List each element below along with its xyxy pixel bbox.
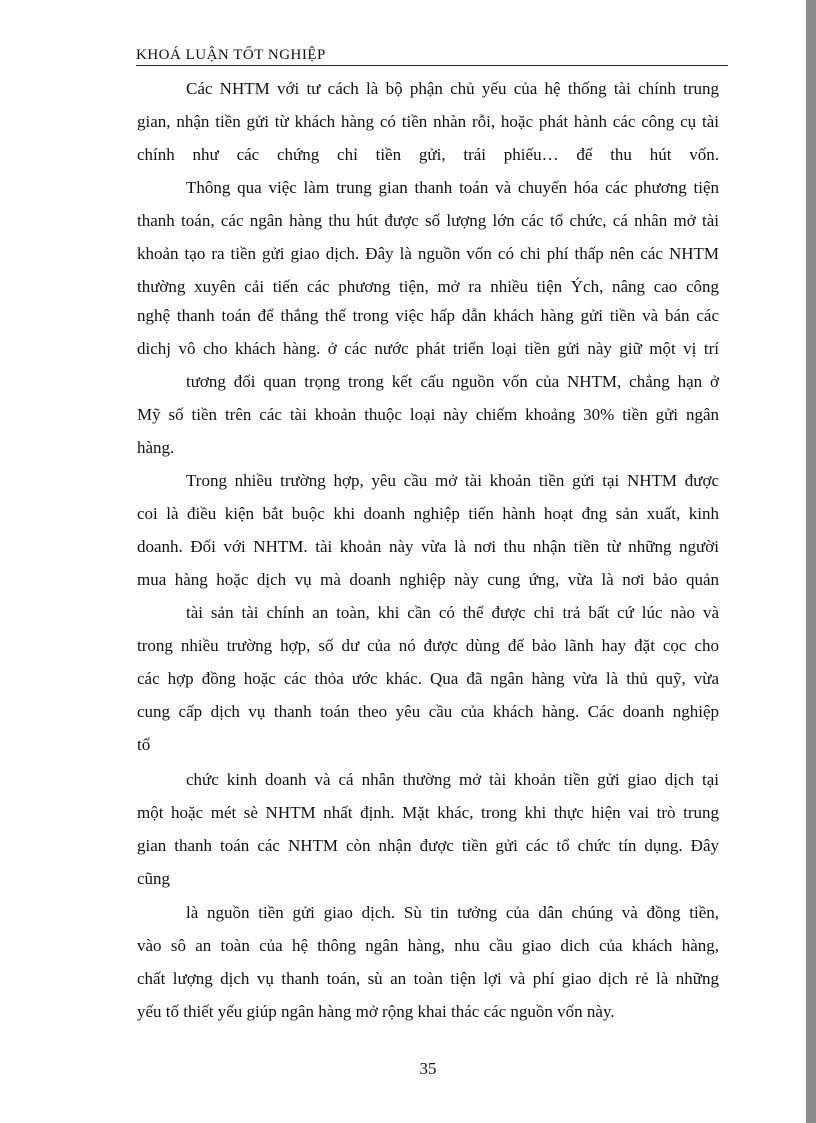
text-line: doanh. Đối với NHTM. tài khoản này vừa là nơi thu nhận tiền từ những người bbox=[137, 537, 719, 556]
text-line: chất lượng dịch vụ thanh toán, sù an toàn tiện lợi và phí giao dịch rẻ là những bbox=[137, 969, 719, 988]
text-line: yếu tố thiết yếu giúp ngân hàng mở rộng khai thác các nguồn vốn này. bbox=[137, 1002, 615, 1021]
text-line: tổ bbox=[137, 735, 151, 754]
text-line: Thông qua việc làm trung gian thanh toán và chuyển hóa các phương tiện bbox=[186, 178, 719, 197]
text-line: Mỹ số tiền trên các tài khoản thuộc loại này chiếm khoảng 30% tiền gửi ngân bbox=[137, 405, 719, 424]
text-line: gian, nhận tiền gửi từ khách hàng có tiền nhàn rỗi, hoặc phát hành các công cụ tài bbox=[137, 112, 719, 131]
text-line: các hợp đồng hoặc các thỏa ước khác. Qua đã ngân hàng vừa là thủ quỹ, vừa bbox=[137, 669, 719, 688]
text-line: cung cấp dịch vụ thanh toán theo yêu cầu của khách hàng. Các doanh nghiệp bbox=[137, 702, 719, 721]
text-line: thường xuyên cải tiến các phương tiện, mở ra nhiều tiện Ých, nâng cao công bbox=[137, 277, 719, 296]
text-line: chức kinh doanh và cá nhân thường mở tài khoản tiền gửi giao dịch tại bbox=[186, 770, 719, 789]
page-number: 35 bbox=[419, 1059, 437, 1078]
text-line: Trong nhiều trường hợp, yêu cầu mở tài khoản tiền gửi tại NHTM được bbox=[186, 471, 719, 490]
text-line: cũng bbox=[137, 869, 171, 888]
text-line: thanh toán, các ngân hàng thu hút được số lượng lớn các tổ chức, cá nhân mở tài bbox=[137, 211, 719, 230]
text-line: coi là điều kiện bắt buộc khi doanh nghiệp tiến hành hoạt đng sản xuất, kinh bbox=[137, 504, 719, 523]
text-line: chính như các chứng chỉ tiền gửi, trái phiếu… để thu hút vốn. bbox=[137, 145, 719, 164]
text-line: nghệ thanh toán để thắng thế trong việc hấp dẫn khách hàng gửi tiền và bán các bbox=[137, 306, 719, 325]
text-line: dichj vô cho khách hàng. ở các nước phát triển loại tiền gửi này giữ một vị trí bbox=[137, 339, 719, 358]
text-line: trong nhiều trường hợp, số dư của nó được dùng để bảo lãnh hay đặt cọc cho bbox=[137, 636, 719, 655]
page-edge-shadow bbox=[806, 0, 816, 1123]
text-line: gian thanh toán các NHTM còn nhận được tiền gửi các tổ chức tín dụng. Đây bbox=[137, 836, 719, 855]
running-header: KHOÁ LUẬN TỐT NGHIỆP bbox=[136, 46, 728, 66]
text-line: Các NHTM với tư cách là bộ phận chủ yếu của hệ thống tài chính trung bbox=[186, 79, 719, 98]
text-line: tài sản tài chính an toàn, khi cần có thể được chi trả bất cứ lúc nào và bbox=[186, 603, 719, 622]
text-line: một hoặc mét sè NHTM nhất định. Mặt khác, trong khi thực hiện vai trò trung bbox=[137, 803, 719, 822]
text-line: khoản tạo ra tiền gửi giao dịch. Đây là nguồn vốn có chi phí thấp nên các NHTM bbox=[137, 244, 719, 263]
text-line: tương đối quan trọng trong kết cấu nguồn vốn của NHTM, chẳng hạn ở bbox=[186, 372, 719, 391]
text-line: hàng. bbox=[137, 438, 175, 457]
text-line: là nguồn tiền gửi giao dịch. Sù tin tưởng của dân chúng và đồng tiền, bbox=[186, 903, 719, 922]
text-line: vào sô an toàn của hệ thông ngân hàng, nhu cầu giao dich của khách hàng, bbox=[137, 936, 719, 955]
text-line: mua hàng hoặc dịch vụ mà doanh nghiệp này cung ứng, vừa là nơi bảo quản bbox=[137, 570, 719, 589]
